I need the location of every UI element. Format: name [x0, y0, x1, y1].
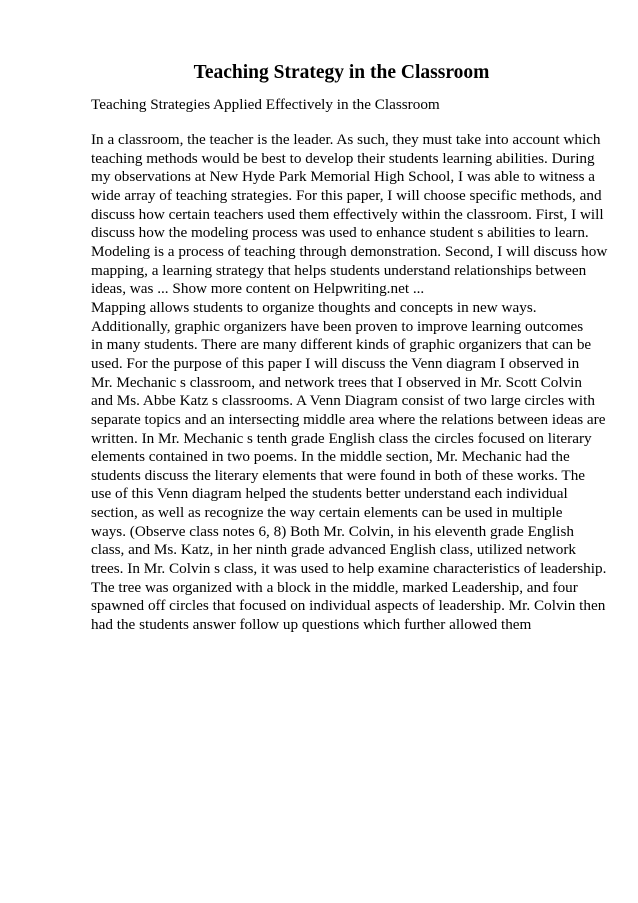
- body-text-line: class, and Ms. Katz, in her ninth grade advanced English class, utilized network: [91, 541, 577, 559]
- body-text-line: use of this Venn diagram helped the students better understand each individual: [91, 485, 568, 503]
- document-title: Teaching Strategy in the Classroom: [193, 62, 490, 83]
- body-text-line: discuss how the modeling process was used to enhance student s abilities to learn.: [91, 224, 589, 242]
- body-text-line: students discuss the literary elements that were found in both of these works. The: [91, 466, 586, 484]
- body-text-line: in many students. There are many different kinds of graphic organizers that can be: [91, 336, 592, 354]
- body-text-line: section, as well as recognize the way certain elements can be used in multiple: [91, 504, 563, 522]
- body-text-line: Modeling is a process of teaching through demonstration. Second, I will discuss how: [91, 242, 608, 260]
- body-text-line: Additionally, graphic organizers have been proven to improve learning outcomes: [91, 317, 584, 335]
- body-text-line: mapping, a learning strategy that helps students understand relationships between: [91, 261, 587, 279]
- document-subtitle: Teaching Strategies Applied Effectively in the Classroom: [91, 96, 440, 113]
- body-text-line: spawned off circles that focused on individual aspects of leadership. Mr. Colvin then: [91, 597, 606, 615]
- body-text-line: my observations at New Hyde Park Memorial High School, I was able to witness a: [91, 168, 596, 186]
- body-text-line: written. In Mr. Mechanic s tenth grade English class the circles focused on literary: [91, 429, 592, 447]
- body-text-line: ways. (Observe class notes 6, 8) Both Mr. Colvin, in his eleventh grade English: [91, 522, 574, 540]
- body-text-line: ideas, was ... Show more content on Helpwriting.net ...: [91, 280, 425, 298]
- body-text-line: and Ms. Abbe Katz s classrooms. A Venn Diagram consist of two large circles with: [91, 392, 595, 410]
- body-text-line: used. For the purpose of this paper I will discuss the Venn diagram I observed in: [91, 354, 580, 372]
- body-text-line: trees. In Mr. Colvin s class, it was used to help examine characteristics of leadership.: [91, 560, 607, 578]
- body-text-line: teaching methods would be best to develop their students learning abilities. During: [91, 149, 595, 167]
- body-text-line: The tree was organized with a block in the middle, marked Leadership, and four: [91, 578, 578, 596]
- body-text-line: wide array of teaching strategies. For this paper, I will choose specific methods, and: [91, 186, 602, 204]
- body-text-line: had the students answer follow up questions which further allowed them: [91, 616, 532, 634]
- body-text-line: elements contained in two poems. In the middle section, Mr. Mechanic had the: [91, 448, 570, 466]
- document-body: [91, 131, 608, 635]
- body-text-line: Mr. Mechanic s classroom, and network trees that I observed in Mr. Scott Colvin: [91, 373, 582, 391]
- body-text-line: Mapping allows students to organize thoughts and concepts in new ways.: [91, 298, 537, 316]
- body-text-line: discuss how certain teachers used them effectively within the classroom. First, I will: [91, 205, 604, 223]
- body-text-line: In a classroom, the teacher is the leader. As such, they must take into account which: [91, 131, 601, 148]
- body-text-line: separate topics and an intersecting middle area where the relations between ideas are: [91, 410, 606, 428]
